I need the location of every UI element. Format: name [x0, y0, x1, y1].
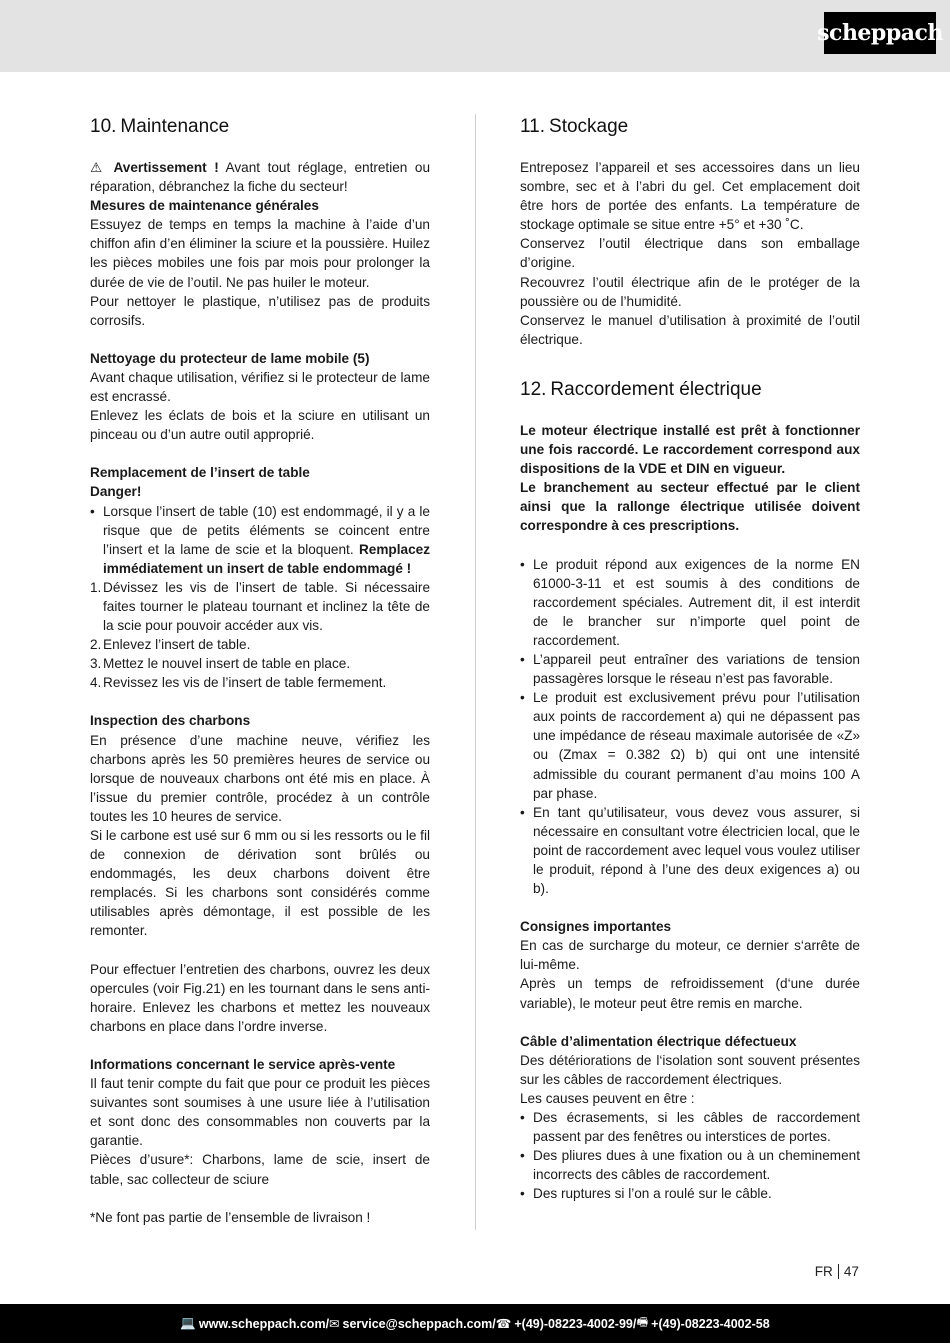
step-item: 4. Revissez les vis de l’insert de table fermement. — [90, 675, 387, 691]
general-maintenance-text: Essuyez de temps en temps la machine à l’aide d’un chiffon afin d’en éliminer la sciure et la poussière. Huilez les pièces mobiles une fois par mois pour prolonger la durée de vie de l’outil. Ne pas huiler le moteur. — [90, 217, 430, 290]
list-item: • Le produit répond aux exigences de la norme EN 61000-3-11 et est soumis à des conditions de raccordement spéciales. Autrement dit, il est interdit de le brancher sur n’importe quel point de raccordement. — [520, 555, 860, 650]
page-number: FR 47 — [814, 1264, 859, 1279]
step-item: 2. Enlevez l’insert de table. — [90, 637, 251, 653]
phone-number: +(49)-08223-4002-99 — [514, 1316, 633, 1331]
maintenance-heading: 10. Maintenance — [90, 116, 230, 137]
phone-icon: ☎ — [495, 1317, 512, 1331]
footer-bar: 💻 www.scheppach.com / ✉ service@scheppach.com / ☎ +(49)-08223-4002-99 / 🖷 +(49)-08223-4002-58 — [0, 1304, 950, 1343]
storage-text: Entreposez l’appareil et ses accessoires dans un lieu sombre, sec et à l’abri du gel. Cet emplacement doit être hors de portée des enfants. La température de stockage optimale se situe entre +5° et +30 ˚C. — [520, 160, 860, 233]
cable-causes-list — [520, 1108, 860, 1203]
general-maintenance-heading: Mesures de maintenance générales — [90, 198, 319, 214]
defective-cable-text: Les causes peuvent en être : — [520, 1090, 695, 1106]
electrical-bold-text: Le moteur électrique installé est prêt à fonctionner une fois raccordé. Le raccordement correspond aux dispositions de la VDE et DIN en vigueur. — [520, 422, 860, 477]
list-item: • Lorsque l’insert de table (10) est endommagé, il y a le risque que de petits éléments se coincent entre l’insert et la lame de scie et la bloquent. Remplacez immédiatement un insert de table endommagé ! — [90, 502, 430, 578]
brushes-text: Si le carbone est usé sur 6 mm ou si les ressorts ou le fil de connexion de dérivation sont brûlés ou endommagés, les deux charbons doivent être remplacés. Si les charbons sont considérés comme utilisables après démontage, il est possible de les remonter. — [90, 828, 430, 939]
right-column — [520, 114, 860, 1204]
list-item: • Des écrasements, si les câbles de raccordement passent par des fenêtres ou interstices de portes. — [520, 1108, 860, 1146]
important-notes-heading: Consignes importantes — [520, 919, 672, 935]
list-item: • En tant qu’utilisateur, vous devez vous assurer, si nécessaire en consultant votre électricien local, que le point de raccordement avec lequel vous voulez utiliser le produit, répond à l’une des deux exigences a) ou b). — [520, 803, 860, 898]
storage-text: Conservez l’outil électrique dans son emballage d’origine. — [520, 236, 860, 271]
storage-text: Recouvrez l’outil électrique afin de le protéger de la poussière ou de l’humidité. — [520, 274, 860, 309]
electrical-heading: 12. Raccordement électrique — [520, 378, 762, 400]
brushes-text: Pour effectuer l’entretien des charbons, ouvrez les deux opercules (voir Fig.21) en les tournant dans le sens anti-horaire. Enlevez les charbons et mettez les nouveaux charbons en place dans l’ordre inverse. — [90, 961, 430, 1034]
important-notes-text: Après un temps de refroidissement (d‘une durée variable), le moteur peut être remis en marche. — [520, 976, 860, 1011]
storage-heading: 11. Stockage — [520, 116, 629, 137]
step-item: 1. Dévissez les vis de l’insert de table. Si nécessaire faites tourner le plateau tournant et inclinez la tête de la scie pour pouvoir accéder aux vis. — [90, 579, 430, 634]
warning-paragraph: ⚠ Avertissement ! Avant tout réglage, entretien ou réparation, débranchez la fiche du secteur! — [90, 160, 430, 195]
step-item: 3. Mettez le nouvel insert de table en place. — [90, 656, 351, 672]
table-insert-warning-list — [90, 502, 430, 578]
computer-icon: 💻 — [180, 1316, 196, 1330]
wear-parts-text: Pièces d’usure*: Charbons, lame de scie, insert de table, sac collecteur de sciure — [90, 1152, 430, 1187]
defective-cable-text: Des détériorations de l‘isolation sont souvent présentes sur les câbles de raccordement électriques. — [520, 1052, 860, 1087]
defective-cable-heading: Câble d’alimentation électrique défectueux — [520, 1033, 797, 1049]
table-insert-heading: Remplacement de l’insert de table — [90, 465, 310, 481]
warning-icon: ⚠ — [90, 160, 106, 175]
electrical-requirements-list — [520, 555, 860, 899]
danger-label: Danger! — [90, 484, 142, 500]
storage-text: Conservez le manuel d’utilisation à proximité de l’outil électrique. — [520, 312, 860, 347]
mail-icon: ✉ — [329, 1317, 340, 1331]
fax-number: +(49)-08223-4002-58 — [651, 1316, 770, 1331]
electrical-bold-text: Le branchement au secteur effectué par le client ainsi que la rallonge électrique utilisée doivent correspondre à ces prescriptions. — [520, 480, 860, 534]
fax-icon: 🖷 — [636, 1315, 649, 1329]
footnote: *Ne font pas partie de l’ensemble de livraison ! — [90, 1209, 371, 1225]
brushes-text: En présence d’une machine neuve, vérifiez les charbons après les 50 premières heures de service ou lorsque de nouveaux charbons ont été mis en place. À l’issue du premier contrôle, procédez à un contrôle toutes les 10 heures de service. — [90, 732, 430, 824]
list-item: • Des pliures dues à une fixation ou à un cheminement incorrects des câbles de raccordement. — [520, 1146, 860, 1184]
brushes-heading: Inspection des charbons — [90, 713, 251, 729]
blade-guard-text: Avant chaque utilisation, vérifiez si le protecteur de lame est encrassé. — [90, 369, 430, 405]
important-notes-text: En cas de surcharge du moteur, ce dernier s‘arrête de lui-même. — [520, 938, 860, 973]
list-item: • Des ruptures si l’on a roulé sur le câble. — [520, 1184, 860, 1203]
email-link[interactable]: service@scheppach.com — [342, 1316, 493, 1331]
website-link[interactable]: www.scheppach.com — [198, 1316, 326, 1331]
list-item: • L’appareil peut entraîner des variations de tension passagères lorsque le réseau n’est pas favorable. — [520, 650, 860, 688]
scheppach-logo: scheppach — [824, 12, 936, 54]
service-heading: Informations concernant le service après-vente — [90, 1056, 396, 1072]
blade-guard-heading: Nettoyage du protecteur de lame mobile (5) — [90, 350, 370, 366]
table-insert-steps — [90, 578, 430, 693]
left-column — [90, 114, 430, 1227]
list-item: • Le produit est exclusivement prévu pour l’utilisation aux points de raccordement a) qui ne dépassent pas une impédance de réseau maximale autorisée de «Z» ou (Zmax = 0.382 Ω) b) qui ont une intensité admissible du courant permanent d’au moins 100 A par phase. — [520, 688, 860, 803]
blade-guard-text: Enlevez les éclats de bois et la sciure en utilisant un pinceau ou d’un autre outil approprié. — [90, 408, 430, 443]
plastic-cleaning-text: Pour nettoyer le plastique, n’utilisez pas de produits corrosifs. — [90, 293, 430, 328]
service-text: Il faut tenir compte du fait que pour ce produit les pièces suivantes sont soumises à une usure liée à l’utilisation et sont donc des consommables non couverts par la garantie. — [90, 1076, 430, 1149]
header-band — [0, 0, 950, 72]
column-divider — [475, 114, 476, 1230]
